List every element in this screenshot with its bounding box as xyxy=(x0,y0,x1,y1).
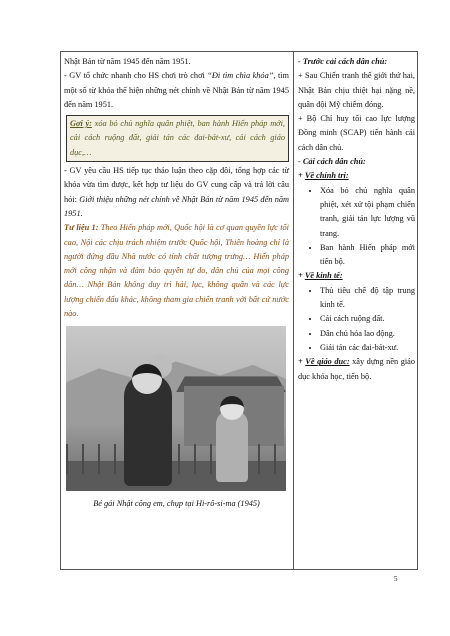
education-paragraph: + Về giáo dục: xây dựng nền giáo dục khóa học, tiến bộ. xyxy=(298,357,416,381)
heading-before-reform: - Trước cải cách dân chủ: xyxy=(298,57,388,66)
photo-caption: Bé gái Nhật cõng em, chụp tại Hi-rô-si-ma (1945) xyxy=(93,499,260,509)
postwar-paragraph: + Sau Chiến tranh thế giới thứ hai, Nhật Bản chịu thiệt hại nặng nề, quân đội Mỹ chiếm đóng. xyxy=(298,71,415,109)
list-item: • Ban hành Hiến pháp mới tiến bộ. xyxy=(320,241,415,270)
politics-list xyxy=(298,184,415,270)
hint-label: Gợi ý: xyxy=(70,119,92,129)
list-item: • Dân chủ hóa lao động. xyxy=(320,327,415,341)
heading-reform: - Cải cách dân chủ: xyxy=(298,157,366,167)
list-item: • Thủ tiêu chế độ tập trung kinh tế. xyxy=(320,284,415,313)
hint-box xyxy=(66,115,289,162)
discussion-question: Giới thiệu những nét chính về Nhật Bản từ năm 1945 đến năm 1951. xyxy=(64,194,290,218)
politics-heading: + Về chính trị: xyxy=(298,171,349,181)
page-number: 5 xyxy=(394,575,398,583)
game-paragraph: - GV tổ chức nhanh cho HS chơi trò chơi “Đi tìm chìa khóa”, tìm một số từ khóa thể hiện những nét chính về Nhật Bản từ năm 1945 đến năm 1951. xyxy=(64,71,290,109)
source-paragraph xyxy=(64,221,289,321)
scap-paragraph: + Bộ Chỉ huy tối cao lực lượng Đồng minh (SCAP) tiến hành cải cách dân chủ. xyxy=(298,114,415,152)
right-column xyxy=(298,55,415,384)
economy-heading: + Về kinh tế: xyxy=(298,271,343,281)
discussion-paragraph: - GV yêu cầu HS tiếp tục thảo luận theo cặp đôi, tổng hợp các từ khóa vừa tìm được, kết hợp tư liệu do GV cung cấp và trả lời câu hỏi: Giới thiệu những nét chính về Nhật Bản từ năm 1945 đến năm 1951. xyxy=(64,166,290,218)
source-text: Theo Hiến pháp mới, Quốc hội là cơ quan quyền lực tối cao, Nội các chịu trách nhiệm trước Quốc hội, Thiên hoàng chỉ là người đứng đầu Nhà nước có tính chất tượng trưng… Hiến pháp mới công nhận và đảm bảo quyền tự do, dân chủ của mọi công dân… Nhật Bản không duy trì hải, lục, không quân và các lực lượng chiến đấu khác, không tham gia chiến tranh với bất cứ nước nào. xyxy=(64,223,289,319)
game-name: “Đi tìm chìa khóa” xyxy=(207,71,274,81)
left-column xyxy=(64,55,289,512)
column-divider xyxy=(293,52,294,569)
list-item: • Xóa bỏ chủ nghĩa quân phiệt, xét xử tội phạm chiến tranh, giải tán lực lượng vũ trang. xyxy=(320,184,415,241)
source-label: Tư liệu 1: xyxy=(64,223,99,233)
intro-line: Nhật Bản từ năm 1945 đến năm 1951. xyxy=(64,57,191,66)
content-table xyxy=(60,51,418,570)
historical-photo xyxy=(66,326,286,491)
list-item: • Giải tán các đai-bát-xư. xyxy=(320,341,415,355)
list-item: • Cải cách ruộng đất. xyxy=(320,312,415,326)
economy-list xyxy=(298,284,415,355)
hint-text: xóa bỏ chủ nghĩa quân phiệt, ban hành Hiến pháp mới, cải cách ruộng đất, giải tán các đai-bát-xư, cải cách giáo dục,… xyxy=(70,119,285,157)
